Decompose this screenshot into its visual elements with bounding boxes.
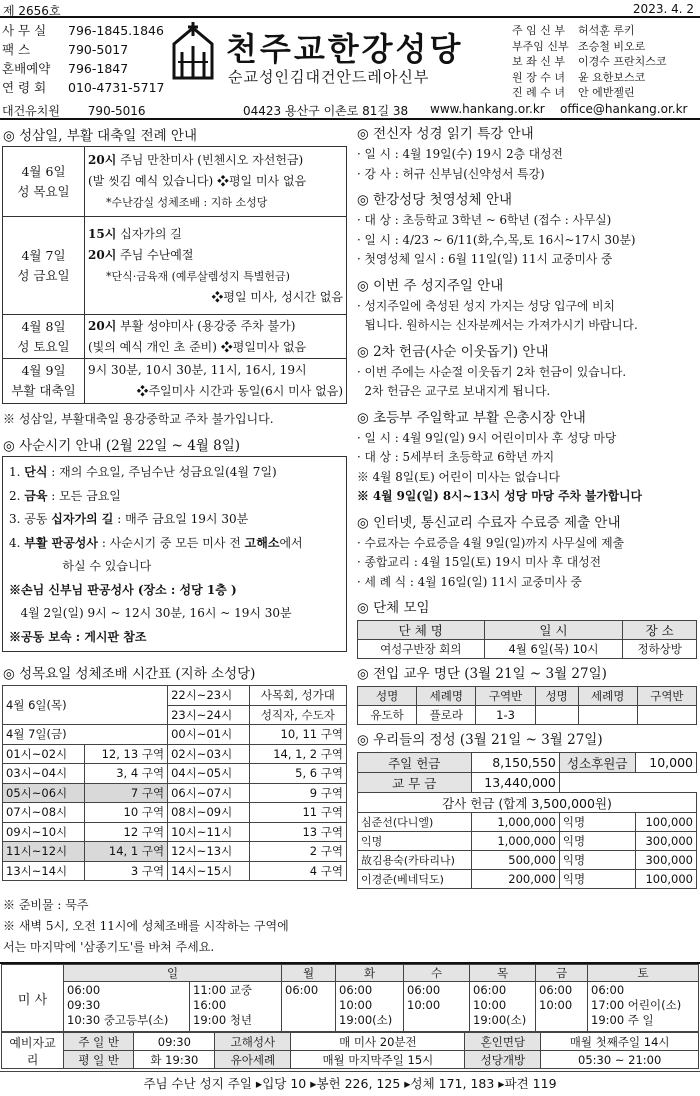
issue-number: 제 2656호 xyxy=(3,4,61,18)
contact-list xyxy=(2,21,172,97)
contact-row xyxy=(2,78,172,97)
triduum-date: 4월 9일 xyxy=(21,363,66,378)
info-value: 매 미사 20분전 xyxy=(291,1033,465,1051)
clergy-name: 안 에반젤린 xyxy=(578,86,635,99)
thanks-name: 익명 xyxy=(559,870,635,889)
transfer-cell: 1-3 xyxy=(476,706,535,725)
info-label: 주 일 반 xyxy=(64,1033,134,1051)
adoration-time: 02시~03시 xyxy=(168,744,250,764)
thanks-amount: 1,000,000 xyxy=(471,813,559,832)
adoration-time: 06시~07시 xyxy=(168,783,250,803)
adoration-group: 14, 1 구역 xyxy=(84,842,167,862)
adoration-group: 5, 6 구역 xyxy=(249,764,346,784)
lent-item: 4. 부활 판공성사 : 사순시기 중 모든 미사 전 고해소에서 xyxy=(9,535,303,550)
triduum-line: *단식·금육재 (예루살렘성지 특별헌금) xyxy=(106,269,290,283)
table-row xyxy=(358,793,697,813)
transfer-header: 성명 xyxy=(535,687,578,706)
clergy-role: 주 임 신 부 xyxy=(512,24,565,37)
clergy-row xyxy=(512,84,700,100)
groups-header: 단 체 명 xyxy=(358,621,485,640)
collection-line: 2차 헌금은 교구로 보내지게 됩니다. xyxy=(357,384,551,398)
adoration-day1: 4월 6일(목) xyxy=(3,686,168,725)
triduum-line: 9시 30분, 10시 30분, 11시, 16시, 19시 xyxy=(88,363,307,377)
table-row xyxy=(358,640,697,659)
mass-times: 06:00 xyxy=(282,982,336,1032)
contact-label: 혼배예약 xyxy=(2,61,51,76)
lent-item: 1. 단식 : 재의 수요일, 주님수난 성금요일(4월 7일) xyxy=(9,465,277,479)
egghunt-section xyxy=(357,408,699,507)
mass-schedule-table xyxy=(1,964,699,1032)
info-label: 평 일 반 xyxy=(64,1051,134,1069)
groups-cell: 4월 6일(목) 10시 xyxy=(484,640,623,659)
contact-value: 796-1845.1846 xyxy=(68,23,164,38)
table-row xyxy=(2,965,699,982)
palm-line: 됩니다. 원하시는 신자분께서는 가져가시기 바랍니다. xyxy=(357,318,638,332)
adoration-time: 14시~15시 xyxy=(168,861,250,881)
clergy-row xyxy=(512,38,700,54)
thanks-name: 익명 xyxy=(559,851,635,870)
triduum-weekday: 성 금요일 xyxy=(17,267,70,283)
lent-item: 2. 금육 : 모든 금요일 xyxy=(9,488,121,503)
adoration-note: ※ 준비물 : 묵주 xyxy=(3,898,89,912)
adoration-group: 9 구역 xyxy=(249,783,346,803)
clergy-row xyxy=(512,53,700,69)
lent-title: ◎ 사순시기 안내 (2월 22일 ~ 4월 8일) xyxy=(3,438,241,454)
mass-times: 06:00 10:00 xyxy=(536,982,588,1032)
triduum-note: ※ 성삼일, 부활대축일 용강중학교 주차 불가입니다. xyxy=(3,412,274,426)
table-row xyxy=(358,753,697,773)
certificate-line: · 종합교리 : 4월 15일(토) 19시 미사 후 대성전 xyxy=(357,555,601,569)
lent-box xyxy=(2,456,347,652)
groups-header: 일 시 xyxy=(484,621,623,640)
communion-section xyxy=(357,190,699,270)
table-row xyxy=(3,764,347,784)
email-link[interactable]: office@hankang.or.kr xyxy=(560,102,688,116)
mass-day: 토 xyxy=(588,965,699,982)
adoration-note: 서는 마지막에 '삼종기도'를 바쳐 주세요. xyxy=(3,940,215,954)
mass-day: 금 xyxy=(536,965,588,982)
address: 04423 용산구 이촌로 81길 38 xyxy=(243,104,409,118)
mass-times: 06:00 10:00 19:00(소) xyxy=(336,982,404,1032)
bible-line: · 일 시 : 4월 19일(수) 19시 2층 대성전 xyxy=(357,147,563,161)
table-row xyxy=(358,870,697,889)
triduum-date: 4월 7일 xyxy=(21,247,66,263)
thanks-amount: 500,000 xyxy=(471,851,559,870)
thanks-amount: 100,000 xyxy=(635,813,696,832)
egghunt-title: ◎ 초등부 주일학교 부활 은총시장 안내 xyxy=(357,409,586,426)
header-rule-bottom xyxy=(0,118,700,120)
palm-line: · 성지주일에 축성된 성지 가지는 성당 입구에 비치 xyxy=(357,298,615,313)
communion-line: · 일 시 : 4/23 ~ 6/11(화,수,목,토 16시~17시 30분) xyxy=(357,232,636,247)
table-row xyxy=(3,861,347,881)
info-label: 유아세례 xyxy=(215,1051,291,1069)
church-logo-icon xyxy=(170,22,216,80)
egghunt-line: · 일 시 : 4월 9일(일) 9시 어린이미사 후 성당 마당 xyxy=(357,430,617,445)
transfer-header: 세례명 xyxy=(578,687,637,706)
thanks-amount: 1,000,000 xyxy=(471,832,559,851)
clergy-role: 보 좌 신 부 xyxy=(512,55,565,68)
info-value: 화 19:30 xyxy=(134,1051,215,1069)
adoration-group: 성직자, 수도자 xyxy=(249,705,346,725)
info-label: 고해성사 xyxy=(215,1033,291,1051)
contact-row xyxy=(2,21,172,40)
triduum-weekday: 부활 대축일 xyxy=(11,383,76,398)
offering-value: 13,440,000 xyxy=(471,773,559,793)
collection-title: ◎ 2차 헌금(사순 이웃돕기) 안내 xyxy=(357,343,549,360)
triduum-line: ❖주일미사 시간과 동일(6시 미사 없음) xyxy=(136,384,343,398)
table-row xyxy=(358,706,697,725)
adoration-notes xyxy=(3,895,348,958)
adoration-time: 07시~08시 xyxy=(3,803,85,823)
groups-cell: 정하상방 xyxy=(623,640,697,659)
thanks-name: 익명 xyxy=(358,832,472,851)
info-value: 09:30 xyxy=(134,1033,215,1051)
mass-day: 화 xyxy=(336,965,404,982)
triduum-line: ❖평일 미사, 성시간 없음 xyxy=(211,289,343,304)
transfer-cell: 유도하 xyxy=(358,706,417,725)
adoration-note: ※ 새벽 5시, 오전 11시에 성체조배를 시작하는 구역에 xyxy=(3,919,289,933)
triduum-date: 4월 8일 xyxy=(21,318,66,334)
triduum-row xyxy=(3,147,346,217)
certificate-line: · 세 례 식 : 4월 16일(일) 11시 교중미사 중 xyxy=(357,574,582,589)
info-value: 매월 첫째주일 14시 xyxy=(541,1033,699,1051)
website-link[interactable]: www.hankang.or.kr xyxy=(430,102,545,116)
adoration-group: 3 구역 xyxy=(84,861,167,881)
triduum-title: ◎ 성삼일, 부활 대축일 전례 안내 xyxy=(3,128,198,144)
transfer-title: ◎ 전입 교우 명단 (3월 21일 ~ 3월 27일) xyxy=(357,666,607,682)
adoration-time: 10시~11시 xyxy=(168,822,250,842)
triduum-weekday: 성 목요일 xyxy=(17,183,70,199)
communion-title: ◎ 한강성당 첫영성체 안내 xyxy=(357,192,513,208)
contact-row xyxy=(2,59,172,78)
triduum-details xyxy=(85,359,346,403)
adoration-time: 12시~13시 xyxy=(168,842,250,862)
triduum-details xyxy=(85,315,346,358)
adoration-grid xyxy=(2,685,347,881)
thanks-amount: 300,000 xyxy=(635,832,696,851)
clergy-list xyxy=(512,22,700,100)
transfer-header: 성명 xyxy=(358,687,417,706)
certificate-title: ◎ 인터넷, 통신교리 수료자 수료증 제출 안내 xyxy=(357,514,621,531)
adoration-group: 11 구역 xyxy=(249,803,346,823)
triduum-date: 4월 6일 xyxy=(21,163,66,179)
groups-cell: 여성구반장 회의 xyxy=(358,640,485,659)
mass-times: 11:00 교중 16:00 19:00 청년 xyxy=(190,982,282,1032)
info-value: 05:30 ~ 21:00 xyxy=(541,1051,699,1069)
lent-item: 하실 수 있습니다 xyxy=(9,559,152,573)
kindergarten-contact xyxy=(2,102,146,119)
adoration-group: 12, 13 구역 xyxy=(84,744,167,764)
contact-row xyxy=(2,40,172,59)
contact-label: 팩 스 xyxy=(2,42,31,57)
offering-label: 주일 헌금 xyxy=(358,753,472,773)
groups-title: ◎ 단체 모임 xyxy=(357,600,430,616)
groups-table xyxy=(357,620,697,659)
thanks-name: 심준선(다니엘) xyxy=(358,813,472,832)
offering-table xyxy=(357,752,697,889)
triduum-day xyxy=(3,359,85,403)
offering-label: 교 무 금 xyxy=(358,773,472,793)
table-row xyxy=(3,803,347,823)
offering-label: 성소후원금 xyxy=(559,753,635,773)
contact-value: 790-5017 xyxy=(68,42,129,57)
adoration-time: 09시~10시 xyxy=(3,822,85,842)
adoration-time: 13시~14시 xyxy=(3,861,85,881)
mass-times: 06:00 17:00 어린이(소) 19:00 주 일 xyxy=(588,982,699,1032)
adoration-group: 10 구역 xyxy=(84,803,167,823)
bible-section xyxy=(357,124,699,184)
schedule-area xyxy=(0,962,700,1096)
transfer-section xyxy=(357,664,699,725)
adoration-time: 08시~09시 xyxy=(168,803,250,823)
table-row xyxy=(3,725,347,745)
info-label: 성당개방 xyxy=(465,1051,541,1069)
clergy-role: 부주임 신부 xyxy=(512,39,569,53)
triduum-day xyxy=(3,147,85,216)
table-row xyxy=(358,621,697,640)
clergy-name: 허석훈 루키 xyxy=(578,24,635,37)
adoration-group: 사목회, 성가대 xyxy=(249,686,346,706)
lent-item: 4월 2일(일) 9시 ~ 12시 30분, 16시 ~ 19시 30분 xyxy=(9,606,292,620)
adoration-day2: 4월 7일(금) xyxy=(3,725,168,745)
triduum-day xyxy=(3,217,85,314)
thanks-amount: 100,000 xyxy=(635,870,696,889)
collection-line: · 이번 주에는 사순절 이웃돕기 2차 헌금이 있습니다. xyxy=(357,364,627,379)
adoration-group: 3, 4 구역 xyxy=(84,764,167,784)
transfer-header: 구역반 xyxy=(476,687,535,706)
egghunt-line: ※ 4월 9일(일) 8시~13시 성당 마당 주차 불가합니다 xyxy=(357,489,642,503)
adoration-time: 00시~01시 xyxy=(168,725,250,745)
triduum-weekday: 성 토요일 xyxy=(17,338,70,354)
palm-title: ◎ 이번 주 성지주일 안내 xyxy=(357,277,504,294)
triduum-line: (발 씻김 예식 있습니다) ❖평일 미사 없음 xyxy=(88,174,307,188)
triduum-line: 20시 주님 수난예절 xyxy=(88,247,194,262)
triduum-row xyxy=(3,315,346,359)
mass-day: 일 xyxy=(64,965,282,982)
contact-label: 연 령 회 xyxy=(2,80,47,95)
adoration-time: 03시~04시 xyxy=(3,764,85,784)
adoration-time: 05시~06시 xyxy=(3,783,85,803)
church-title: 천주교한강성당 xyxy=(226,30,464,68)
egghunt-line: ※ 4월 8일(토) 어린이 미사는 없습니다 xyxy=(357,469,560,484)
transfer-header: 구역반 xyxy=(637,687,696,706)
mass-day: 수 xyxy=(404,965,470,982)
table-row xyxy=(358,687,697,706)
communion-line: · 대 상 : 초등학교 3학년 ~ 6학년 (접수 : 사무실) xyxy=(357,213,612,227)
catechism-label: 예비자교리 xyxy=(2,1033,64,1069)
catechism-table xyxy=(1,1032,699,1069)
thanks-name: 이경준(베네딕도) xyxy=(358,870,472,889)
bible-line: · 강 사 : 허규 신부님(신약성서 특강) xyxy=(357,166,545,181)
kindergarten-label: 대건유치원 xyxy=(2,104,60,118)
certificate-line: · 수료자는 수료증을 4월 9일(일)까지 사무실에 제출 xyxy=(357,535,624,550)
transfer-cell: 플로라 xyxy=(417,706,476,725)
transfer-cell xyxy=(637,706,696,725)
transfer-header: 세례명 xyxy=(417,687,476,706)
mass-day: 목 xyxy=(470,965,536,982)
triduum-day xyxy=(3,315,85,358)
mass-label: 미 사 xyxy=(2,965,64,1032)
groups-section xyxy=(357,598,699,659)
contact-label: 사 무 실 xyxy=(2,23,47,38)
table-row xyxy=(3,686,347,706)
certificate-section xyxy=(357,513,699,593)
clergy-row xyxy=(512,69,700,85)
table-row xyxy=(3,783,347,803)
triduum-line: *수난감실 성체조배 : 지하 소성당 xyxy=(106,196,268,209)
offering-section xyxy=(357,730,699,889)
offering-value: 10,000 xyxy=(635,753,696,773)
offering-title: ◎ 우리들의 정성 (3월 21일 ~ 3월 27일) xyxy=(357,732,603,748)
triduum-line: (빛의 예식 개인 초 준비) ❖평일미사 없음 xyxy=(88,339,307,354)
info-value: 매월 마지막주일 15시 xyxy=(291,1051,465,1069)
table-row xyxy=(358,832,697,851)
bible-title: ◎ 전신자 성경 읽기 특강 안내 xyxy=(357,126,534,142)
table-row xyxy=(3,842,347,862)
right-column xyxy=(357,124,699,889)
collection-section xyxy=(357,342,699,402)
thanks-name: 故김용숙(카타리나) xyxy=(358,851,472,870)
info-label: 혼인면담 xyxy=(465,1033,541,1051)
adoration-time: 01시~02시 xyxy=(3,744,85,764)
palm-section xyxy=(357,276,699,336)
thanks-amount: 300,000 xyxy=(635,851,696,870)
table-row xyxy=(2,1033,699,1051)
table-row xyxy=(358,851,697,870)
mass-day: 월 xyxy=(282,965,336,982)
triduum-details xyxy=(85,147,346,216)
clergy-name: 이경수 프란치스코 xyxy=(578,55,667,68)
thanks-name: 익명 xyxy=(559,813,635,832)
transfer-cell xyxy=(535,706,578,725)
header-rule xyxy=(0,16,700,18)
table-row xyxy=(358,813,697,832)
table-row xyxy=(2,1051,699,1069)
mass-times: 06:00 10:00 19:00(소) xyxy=(470,982,536,1032)
clergy-role: 원 장 수 녀 xyxy=(512,70,565,84)
contact-value: 010-4731-5717 xyxy=(68,80,165,95)
transfer-cell xyxy=(578,706,637,725)
issue-date: 2023. 4. 2 xyxy=(632,2,694,16)
adoration-group: 2 구역 xyxy=(249,842,346,862)
adoration-time: 22시~23시 xyxy=(168,686,250,706)
table-row xyxy=(3,822,347,842)
egghunt-line: · 대 상 : 5세부터 초등학교 6학년 까지 xyxy=(357,450,555,464)
table-row xyxy=(2,982,699,1032)
church-subtitle: 순교성인김대건안드레아신부 xyxy=(228,68,430,86)
transfer-table xyxy=(357,686,697,725)
liturgy-hymns: 주님 수난 성지 주일 ▸입당 10 ▸봉헌 226, 125 ▸성체 171, 183 ▸파견 119 xyxy=(0,1071,700,1092)
adoration-group: 13 구역 xyxy=(249,822,346,842)
triduum-line: 20시 주님 만찬미사 (빈첸시오 자선헌금) xyxy=(88,153,304,167)
adoration-time: 04시~05시 xyxy=(168,764,250,784)
clergy-row xyxy=(512,22,700,38)
table-row xyxy=(3,744,347,764)
offering-value: 8,150,550 xyxy=(471,753,559,773)
triduum-row xyxy=(3,359,346,403)
adoration-table xyxy=(2,685,347,881)
adoration-group: 7 구역 xyxy=(84,783,167,803)
adoration-time: 23시~24시 xyxy=(168,705,250,725)
kindergarten-phone: 790-5016 xyxy=(87,104,146,118)
contact-value: 796-1847 xyxy=(68,61,129,76)
adoration-group: 10, 11 구역 xyxy=(249,725,346,745)
clergy-name: 윤 요한보스코 xyxy=(578,70,646,84)
thanks-amount: 200,000 xyxy=(471,870,559,889)
triduum-line: 20시 부활 성야미사 (용강중 주차 불가) xyxy=(88,318,296,333)
communion-line: · 첫영성체 일시 : 6월 11일(일) 11시 교중미사 중 xyxy=(357,252,613,266)
mass-times: 06:00 10:00 xyxy=(404,982,470,1032)
clergy-role: 진 례 수 녀 xyxy=(512,86,565,99)
clergy-name: 조승철 비오로 xyxy=(578,39,646,53)
triduum-line: 15시 십자가의 길 xyxy=(88,226,182,241)
triduum-row xyxy=(3,217,346,315)
table-row xyxy=(358,773,697,793)
triduum-details xyxy=(85,217,346,314)
offering-empty xyxy=(559,773,696,793)
lent-item: ※공동 보속 : 게시판 참조 xyxy=(9,629,147,644)
adoration-group: 14, 1, 2 구역 xyxy=(249,744,346,764)
adoration-time: 11시~12시 xyxy=(3,842,85,862)
groups-header: 장 소 xyxy=(623,621,697,640)
lent-item: 3. 공동 십자가의 길 : 매주 금요일 19시 30분 xyxy=(9,512,249,526)
lent-item: ※손님 신부님 판공성사 (장소 : 성당 1층 ) xyxy=(9,582,237,597)
mass-times: 06:00 09:30 10:30 중고등부(소) xyxy=(64,982,190,1032)
adoration-title: ◎ 성목요일 성체조배 시간표 (지하 소성당) xyxy=(3,666,256,682)
adoration-group: 4 구역 xyxy=(249,861,346,881)
thanks-name: 익명 xyxy=(559,832,635,851)
adoration-group: 12 구역 xyxy=(84,822,167,842)
thanks-title: 감사 헌금 (합계 3,500,000원) xyxy=(358,793,697,813)
triduum-table xyxy=(2,146,347,404)
